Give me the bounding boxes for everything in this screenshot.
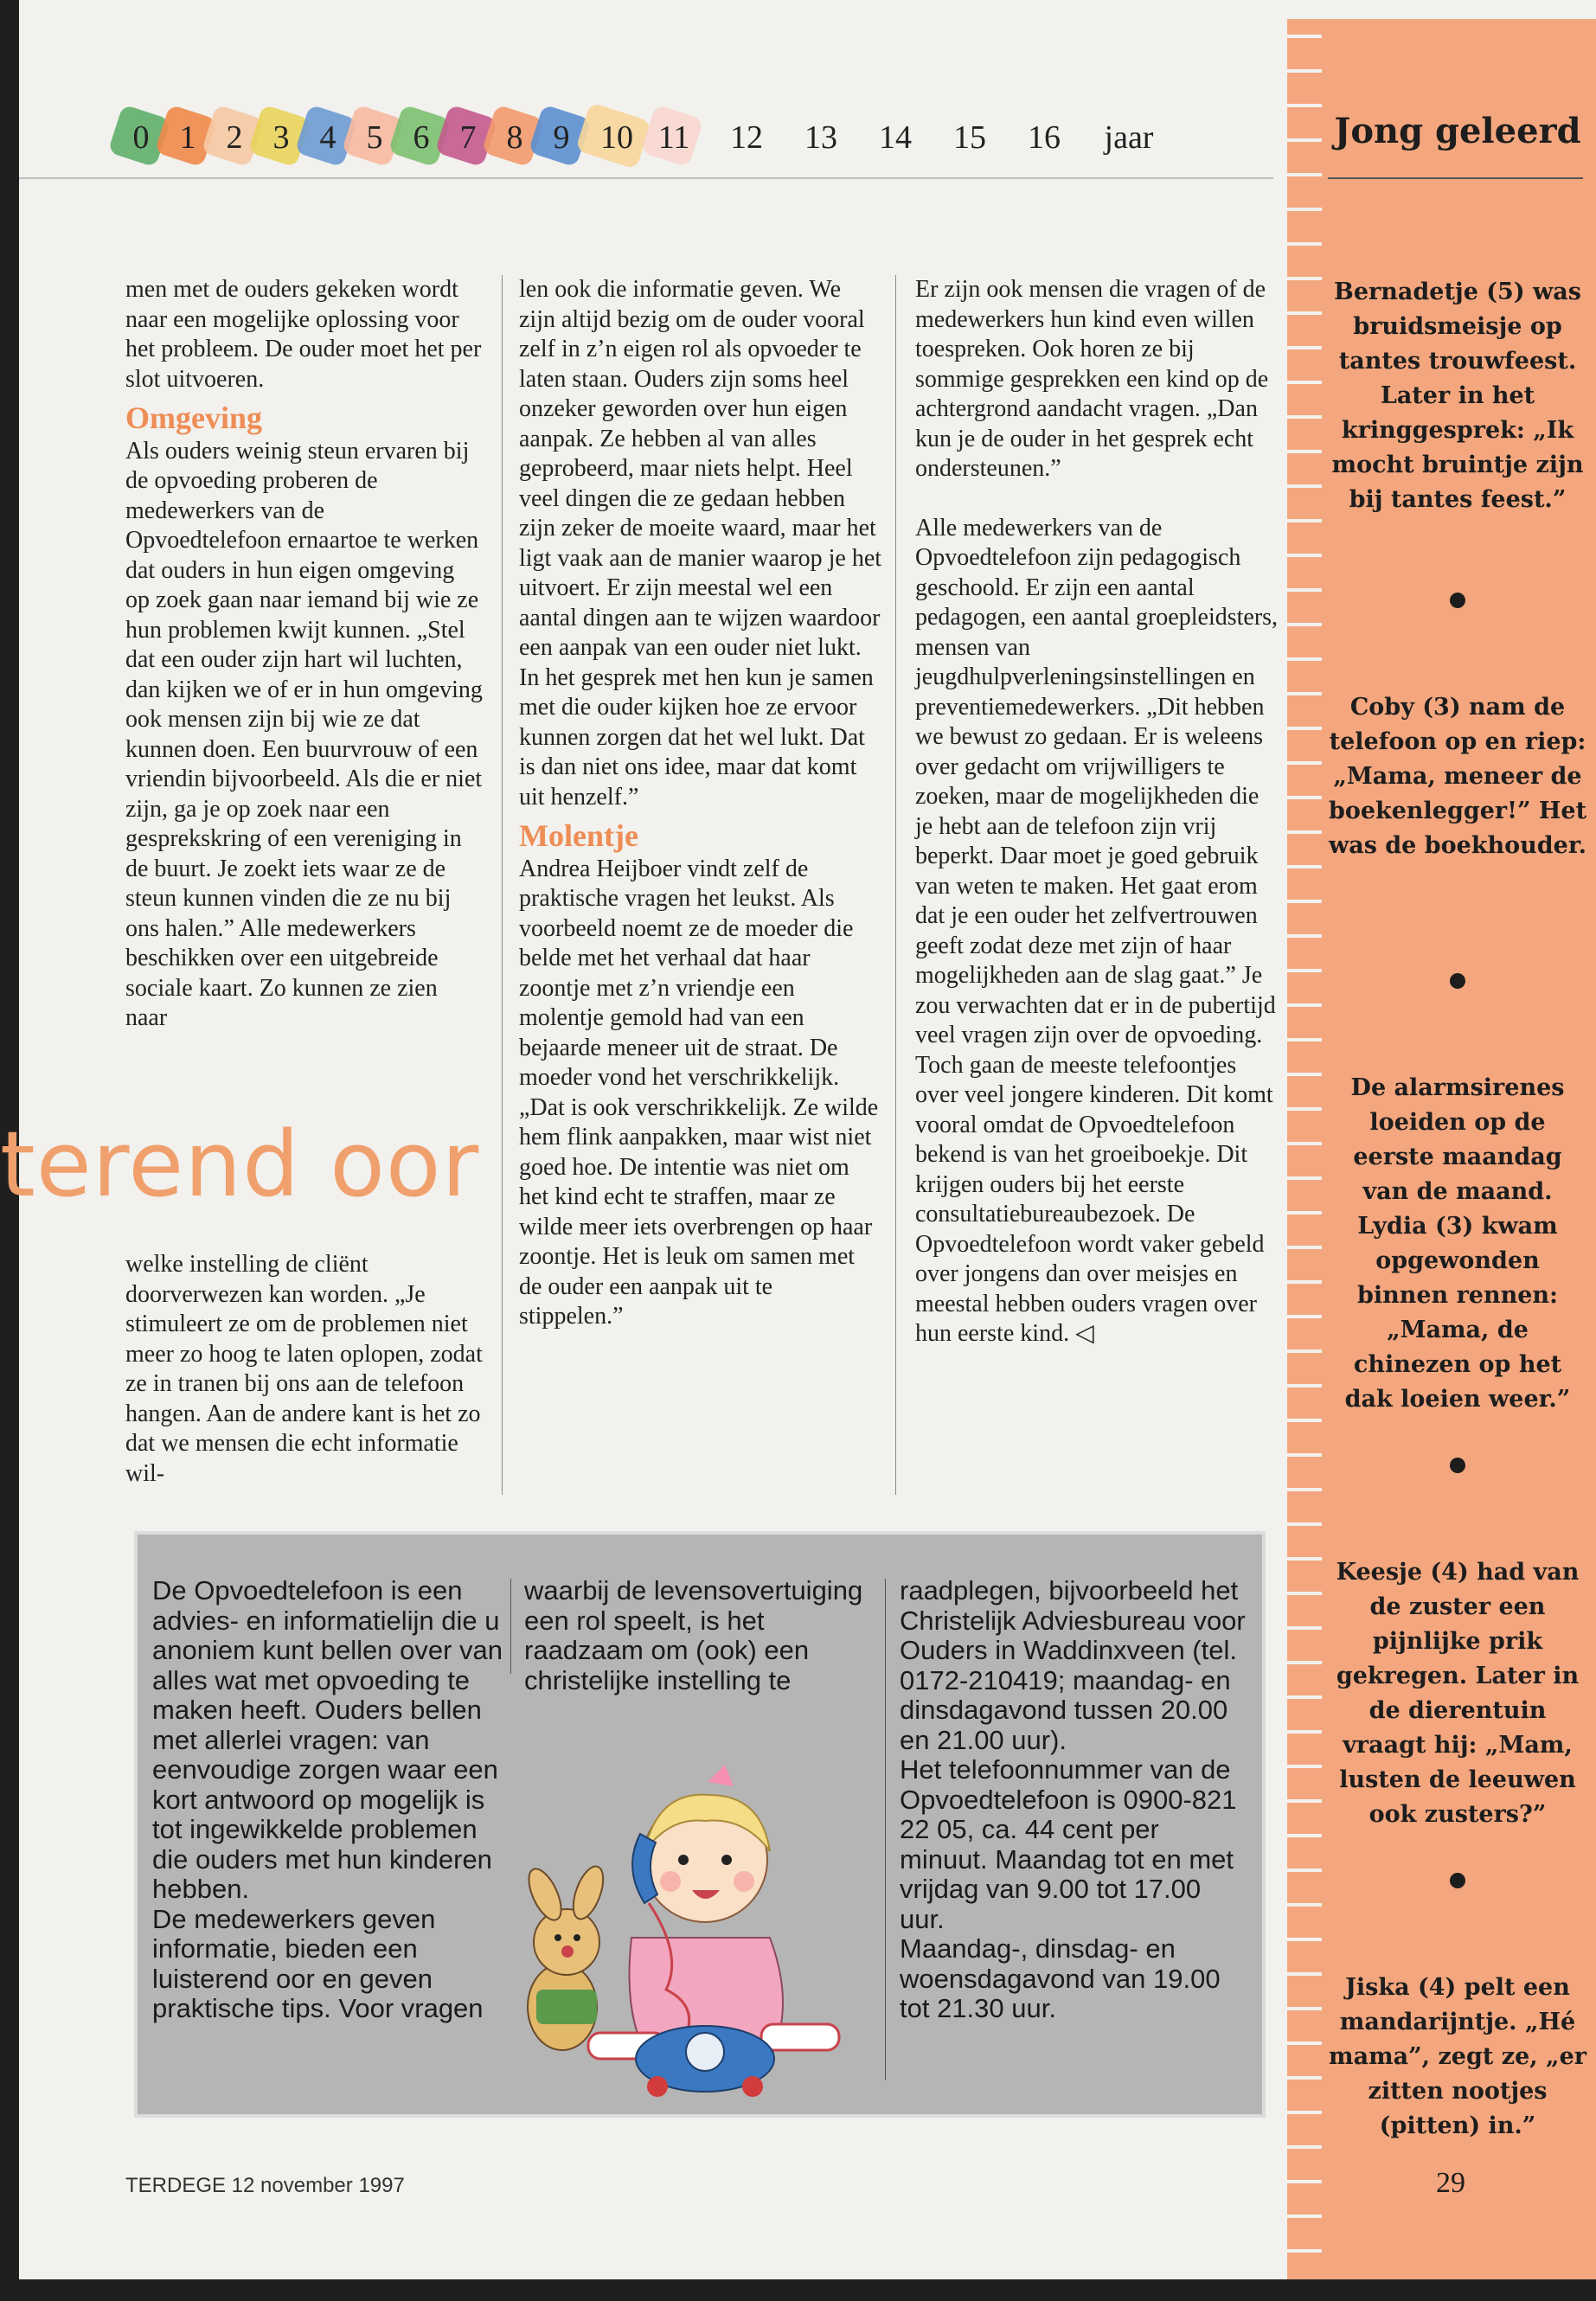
toddler-phone-illustration [484, 1730, 865, 2102]
age-marker: 1 [164, 114, 211, 161]
toddler-illustration-svg [484, 1730, 865, 2102]
age-marker: 8 [491, 114, 538, 161]
phone-wheel [647, 2076, 668, 2097]
age-marker: 3 [258, 114, 304, 161]
info-box-column-1 [152, 1576, 507, 2024]
hair-bow [708, 1765, 734, 1786]
header-rule [19, 177, 1273, 179]
girl-eye [678, 1855, 689, 1865]
sidebar-torn-edge [1287, 19, 1322, 2279]
bunny-ear [567, 1862, 609, 1923]
anecdote-1: Bernadetje (5) was bruidsmeisje op tantes trouwfeest. Later in het kringgesprek: „Ik mocht bruintje zijn bij tantes feest.” [1331, 279, 1584, 513]
age-suffix: jaar [1104, 119, 1154, 156]
anecdote-4: Keesje (4) had van de zuster een pijnlijke prik gekregen. Later in de dierentuin vraagt hij: „Mam, lusten de leeuwen ook zusters?” [1336, 1559, 1580, 1828]
section-title: Jong geleerd [1334, 111, 1581, 151]
bunny-eye [574, 1934, 580, 1941]
paragraph: welke instelling de cliënt doorverwezen kan worden. „Je stimuleert ze om de problemen niet meer zo hoog te laten oplopen, zodat ze in tranen bij ons aan de telefoon hangen. Aan de andere kant is het zo dat we mensen die echt informatie wil- [125, 1251, 483, 1487]
subheading-molentje: Molentje [519, 818, 638, 853]
paragraph: Er zijn ook mensen die vragen of de medewerkers hun kind even willen toespreken. Ook horen ze bij sommige gesprekken een kind op de achtergrond aandacht vragen. „Dan kun je de ouder in het gesprek echt ondersteunen.” [915, 276, 1269, 482]
age-marker: 4 [304, 114, 351, 161]
article-column-2 [519, 275, 882, 1332]
bunny-head [534, 1909, 599, 1975]
info-text: waarbij de levensovertuiging een rol speelt, is het raadzaam om (ook) een christelijke instelling te [524, 1575, 863, 1695]
anecdote-5: Jiska (4) pelt een mandarijntje. „Hé mama”, zegt ze, „er zitten nootjes (pitten) in.” [1329, 1974, 1586, 2139]
info-box-column-2 [524, 1576, 870, 1695]
girl-cheek [734, 1871, 754, 1892]
box-divider [510, 1579, 511, 1674]
info-text: raadplegen, bijvoorbeeld het Christelijk Adviesbureau voor Ouders in Waddinxveen (tel. 0172-210419; maandag- en dinsdagavond tussen 20.00 en 21.00 uur). [900, 1575, 1246, 1755]
bullet-dot [1450, 973, 1465, 989]
age-marker: 2 [211, 114, 258, 161]
box-divider [885, 1579, 886, 2080]
anecdote-3: De alarmsirenes loeiden op de eerste maandag van de maand. Lydia (3) kwam opgewonden binnen rennen: „Mama, de chinezen op het dak loeien weer.” [1344, 1074, 1571, 1413]
info-text: De medewerkers geven informatie, bieden een luisterend oor en geven praktische tips. Voor vragen [152, 1903, 484, 2023]
age-marker: 9 [538, 114, 585, 161]
bunny-eye [554, 1934, 561, 1941]
age-marker: 16 [1028, 119, 1061, 156]
info-box-column-3 [900, 1576, 1246, 2024]
article-column-3 [915, 275, 1279, 1349]
paragraph: len ook die informatie geven. We zijn altijd bezig om de ouder vooral zelf in z’n eigen rol als opvoeder te laten staan. Ouders zijn soms heel onzeker geworden over hun eigen aanpak. Ze hebben al van alles geprobeerd, maar niets helpt. Heel veel dingen die ze gedaan hebben zijn zeker de moeite waard, maar het ligt vaak aan de manier waarop je het uitvoert. Er zijn meestal wel een aantal dingen aan te wijzen waardoor een aanpak van een ouder niet lukt. In het gesprek met hen kun je samen met die ouder kijken hoe ze ervoor kunnen zorgen dat het wel lukt. Dat is dan niet ons idee, maar dat komt uit henzelf.” [519, 276, 882, 811]
publication-footer: TERDEGE 12 november 1997 [125, 2174, 405, 2197]
bullet-dot [1450, 593, 1465, 608]
page-number: 29 [1436, 2167, 1465, 2199]
age-marker: 11 [651, 114, 697, 161]
bullet-dot [1450, 1458, 1465, 1473]
girl-cheek [660, 1871, 681, 1892]
age-marker: 7 [445, 114, 491, 161]
age-scale [104, 104, 1298, 173]
age-marker: 0 [118, 114, 164, 161]
age-marker: 5 [351, 114, 398, 161]
paragraph: men met de ouders gekeken wordt naar een mogelijke oplossing voor het probleem. De ouder moet het per slot uitvoeren. [125, 276, 482, 393]
bullet-dot [1450, 1873, 1465, 1888]
paragraph: Alle medewerkers van de Opvoedtelefoon zijn pedagogisch geschoold. Er zijn een aantal pedagogen, een aantal groepleidsters, mensen van jeugdhulpverleningsinstellingen en preventiemedewerkers. „Dit hebben we bewust zo gedaan. Er is weleens over gedacht om vrijwilligers te zoeken, maar de mogelijkheden die je hebt aan de telefoon zijn vrij beperkt. Daar moet je goed gebruik van weten te maken. Het gaat erom dat je een ouder het zelfvertrouwen geeft zodat deze met zijn of haar mogelijkheden aan de slag gaat.” Je zou verwachten dat er in de pubertijd veel vragen zijn over de opvoeding. Toch gaan de meeste telefoontjes over veel jongere kinderen. Dit komt vooral omdat de Opvoedtelefoon bekend is van het groeiboekje. Dit krijgen ouders bij het eerste consultatiebureaubezoek. De Opvoedtelefoon wordt vaker gebeld over jongens dan over meisjes en meestal hebben ouders vragen over hun eerste kind. ◁ [915, 514, 1279, 1347]
phone-wheel [742, 2076, 763, 2097]
pull-quote: terend oor [0, 1112, 480, 1217]
article-column-1-continued [125, 1250, 484, 1489]
bunny-nose [561, 1945, 574, 1958]
age-marker: 12 [730, 119, 763, 156]
age-marker: 15 [953, 119, 986, 156]
paragraph: Als ouders weinig steun ervaren bij de opvoeding proberen de medewerkers van de Opvoedtelefoon ernaartoe te werken dat ouders in hun eigen omgeving op zoek gaan naar iemand bij wie ze hun problemen kwijt kunnen. „Stel dat een ouder zijn hart wil luchten, dan kijken we of er in hun omgeving ook mensen zijn bij wie ze dat kunnen doen. Een buurvrouw of een vriendin bijvoorbeeld. Als die er niet zijn, ga je op zoek naar een gesprekskring of een vereniging in de buurt. Je zoekt iets waar ze de steun kunnen vinden die ze nu bij ons halen.” Alle medewerkers beschikken over een uitgebreide sociale kaart. Zo kunnen ze zien naar [125, 437, 483, 1031]
age-marker: 14 [879, 119, 912, 156]
column-divider [502, 275, 503, 1495]
bunny-vest [536, 1990, 597, 2024]
bunny-ear [522, 1864, 567, 1925]
paragraph: Andrea Heijboer vindt zelf de praktische vragen het leukst. Als voorbeeld noemt ze de moeder die belde met het verhaal dat haar zoontje met z’n vriendje een molentje gemold had van een bejaarde meneer uit de straat. De moeder vond het verschrikkelijk. „Dat is ook verschrikkelijk. Ze wilde hem flink aanpakken, maar wist niet goed hoe. De intentie was niet om het kind echt te straffen, maar ze wilde meer iets overbrengen op haar zoontje. Het is leuk om samen met de ouder een aanpak uit te stippelen.” [519, 855, 879, 1330]
age-marker: 13 [804, 119, 837, 156]
girl-eye [721, 1855, 732, 1865]
anecdote-2: Coby (3) nam de telefoon op en riep: „Mama, meneer de boekenlegger!” Het was de boekhouder. [1328, 694, 1587, 859]
age-marker: 6 [398, 114, 445, 161]
column-divider [895, 275, 896, 1495]
subheading-omgeving: Omgeving [125, 401, 262, 435]
article-column-1 [125, 275, 484, 1034]
phone-dial [686, 2033, 724, 2071]
info-text: Maandag-, dinsdag- en woensdagavond van 19.00 tot 21.30 uur. [900, 1933, 1221, 2023]
info-text: Het telefoonnummer van de Opvoedtelefoon is 0900-821 22 05, ca. 44 cent per minuut. Maandag tot en met vrijdag van 9.00 tot 17.00 uur. [900, 1754, 1237, 1934]
info-text: De Opvoedtelefoon is een advies- en informatielijn die u anoniem kunt bellen over van alles wat met opvoeding te maken heeft. Ouders bellen met allerlei vragen: van eenvoudige zorgen waar een kort antwoord op mogelijk is tot ingewikkelde problemen die ouders met hun kinderen hebben. [152, 1575, 503, 1904]
age-marker: 10 [585, 114, 649, 161]
sidebar-rule [1328, 177, 1583, 179]
girl-leg [761, 2024, 839, 2050]
scan-border-bottom [0, 2279, 1596, 2301]
